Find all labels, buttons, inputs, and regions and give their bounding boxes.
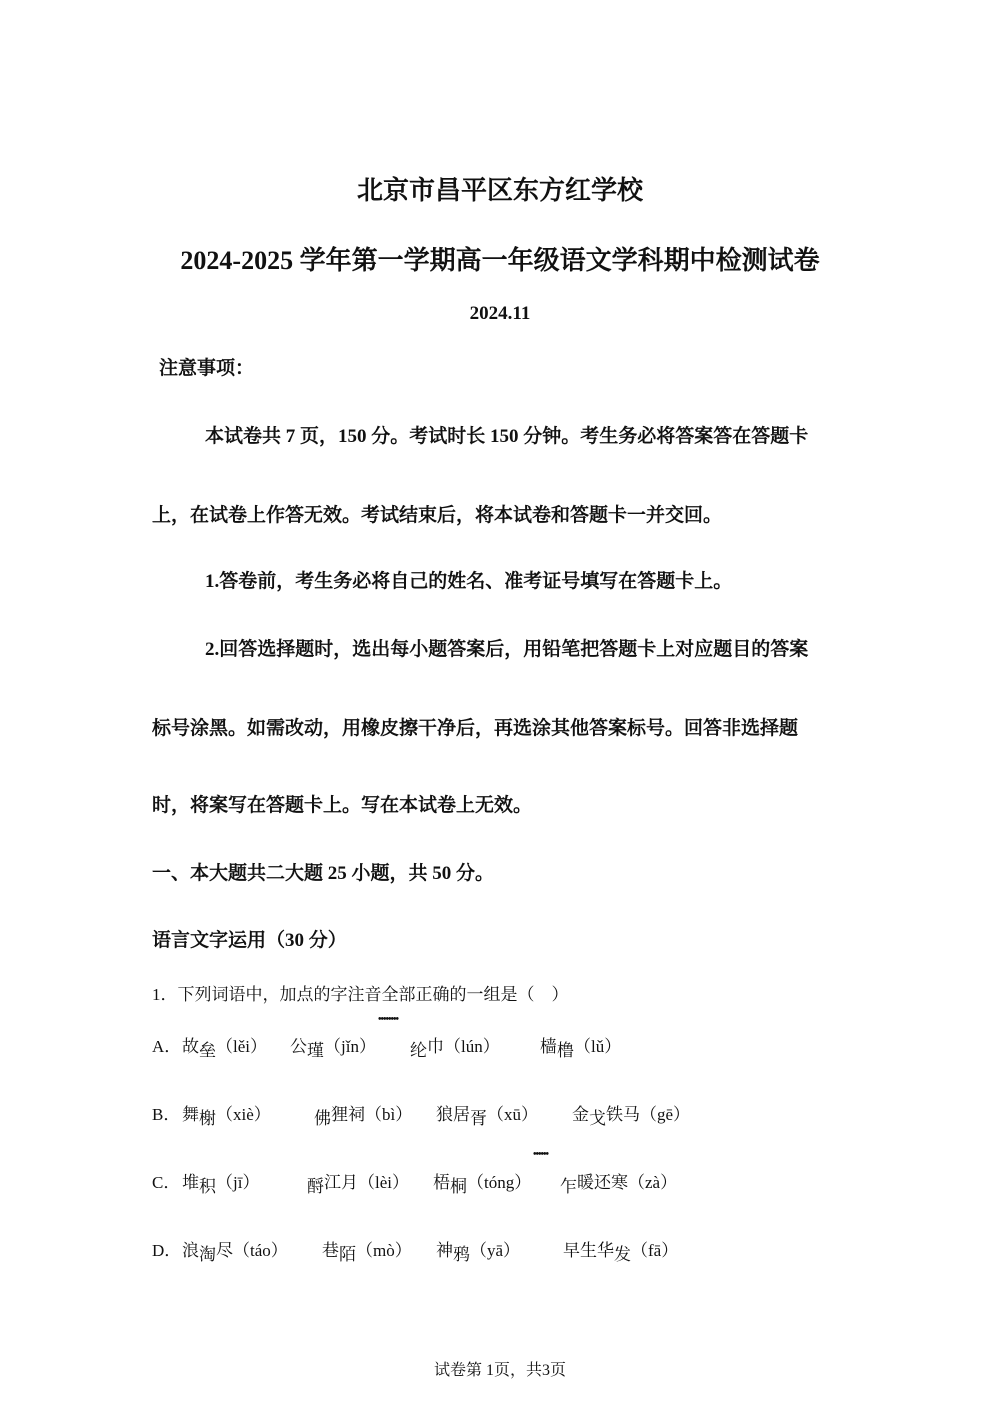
option-b-item-2: 佛狸祠（bì） xyxy=(314,1105,413,1128)
notice-paragraph-2: 1.答卷前，考生务必将自己的姓名、准考证号填写在答题卡上。 xyxy=(205,571,733,592)
option-c-item-2: 酹江月（lèi） xyxy=(307,1173,409,1196)
option-b-item-3: 狼居胥（xū） xyxy=(436,1105,538,1128)
option-b[interactable] xyxy=(152,1100,180,1125)
option-d-item-2: 巷陌（mò） xyxy=(322,1241,412,1264)
option-a-item-3: 纶巾（lún） xyxy=(410,1037,500,1060)
question-1-stem: 1．下列词语中，加点的字注音全部正确的一组是（ ） xyxy=(152,985,569,1004)
option-a[interactable] xyxy=(152,1032,181,1057)
notice-paragraph-3-line-3: 时，将案写在答题卡上。写在本试卷上无效。 xyxy=(152,795,533,816)
notice-heading: 注意事项： xyxy=(159,358,255,379)
exam-title: 2024-2025 学年第一学期高一年级语文学科期中检测试卷 xyxy=(180,246,820,275)
school-name: 北京市昌平区东方红学校 xyxy=(356,176,643,205)
option-c-item-4: 乍暖还寒（zà） xyxy=(560,1173,678,1196)
option-a-item-4: 樯橹（lǔ） xyxy=(540,1037,622,1060)
page-footer: 试卷第 1页，共3页 xyxy=(433,1362,566,1379)
emphasis-dots: •••••• xyxy=(533,1149,549,1160)
section-title: 一、本大题共二大题 25 小题，共 50 分。 xyxy=(152,863,495,884)
option-b-item-4: 金戈铁马（gē） xyxy=(572,1105,691,1128)
option-c-item-3: 梧桐（tóng） xyxy=(433,1173,532,1196)
option-label: A． xyxy=(152,1037,182,1056)
section-subtitle: 语言文字运用（30 分） xyxy=(152,930,347,951)
emphasis-dots: •••••••• xyxy=(378,1014,399,1025)
option-c[interactable] xyxy=(152,1168,180,1193)
option-d-item-1: 浪淘尽（táo） xyxy=(182,1241,288,1264)
option-c-item-1: 堆积（jī） xyxy=(182,1173,260,1196)
exam-date: 2024.11 xyxy=(469,303,531,324)
option-a-item-2: 公瑾（jǐn） xyxy=(290,1037,376,1060)
notice-paragraph-3-line-1: 2.回答选择题时，选出每小题答案后，用铅笔把答题卡上对应题目的答案 xyxy=(205,639,809,660)
notice-paragraph-1-line-2: 上，在试卷上作答无效。考试结束后，将本试卷和答题卡一并交回。 xyxy=(152,505,723,526)
option-d-item-4: 早生华发（fā） xyxy=(563,1241,679,1264)
option-d-item-3: 神鸦（yā） xyxy=(436,1241,521,1264)
option-a-item-1: 故垒（lěi） xyxy=(182,1037,267,1060)
option-label: C． xyxy=(152,1173,181,1192)
option-d[interactable] xyxy=(152,1236,181,1261)
notice-paragraph-3-line-2: 标号涂黑。如需改动，用橡皮擦干净后，再选涂其他答案标号。回答非选择题 xyxy=(152,718,799,739)
notice-paragraph-1-line-1: 本试卷共 7 页，150 分。考试时长 150 分钟。考生务必将答案答在答题卡 xyxy=(205,426,809,447)
option-b-item-1: 舞榭（xiè） xyxy=(182,1105,271,1128)
option-label: D． xyxy=(152,1241,182,1260)
option-label: B． xyxy=(152,1105,181,1124)
